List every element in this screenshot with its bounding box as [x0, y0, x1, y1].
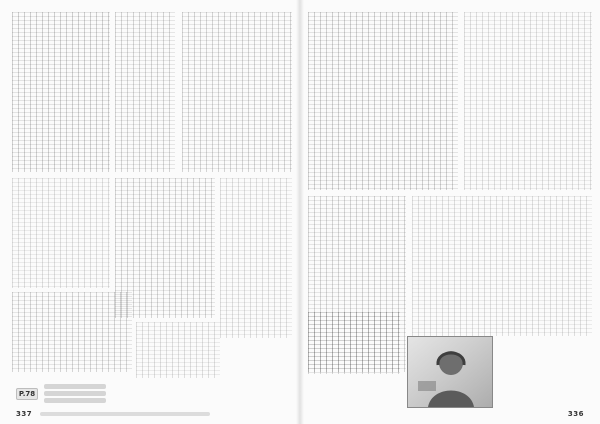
- right-page-number: 336: [567, 410, 584, 418]
- left-page-number: 337: [16, 410, 33, 418]
- right-bottom-text-block: [308, 312, 400, 374]
- right-top-text-block-2: [464, 12, 592, 190]
- right-top-text-block: [308, 12, 458, 190]
- page-reference-lines: [44, 384, 106, 403]
- left-top-text-block: [12, 12, 110, 172]
- left-top-text-block-2: [115, 12, 175, 172]
- footer-caption-line: [40, 412, 210, 416]
- page-gutter: [296, 0, 304, 424]
- right-mid-text-block-2: [412, 196, 592, 336]
- callout-line: [44, 384, 106, 389]
- page-reference-marker: P.78: [16, 388, 38, 400]
- right-footer: [568, 410, 584, 418]
- left-mid-text-block: [12, 178, 110, 288]
- left-bottom-text-block: [12, 292, 132, 372]
- left-mid-text-block-3: [220, 178, 292, 338]
- left-top-text-block-3: [182, 12, 292, 172]
- page-reference-callout: [16, 384, 106, 403]
- person-photo-illustration: [408, 337, 492, 407]
- left-footer: [16, 410, 210, 418]
- person-photo: [407, 336, 493, 408]
- left-bottom-text-block-2: [136, 322, 220, 378]
- callout-line: [44, 391, 106, 396]
- callout-line: [44, 398, 106, 403]
